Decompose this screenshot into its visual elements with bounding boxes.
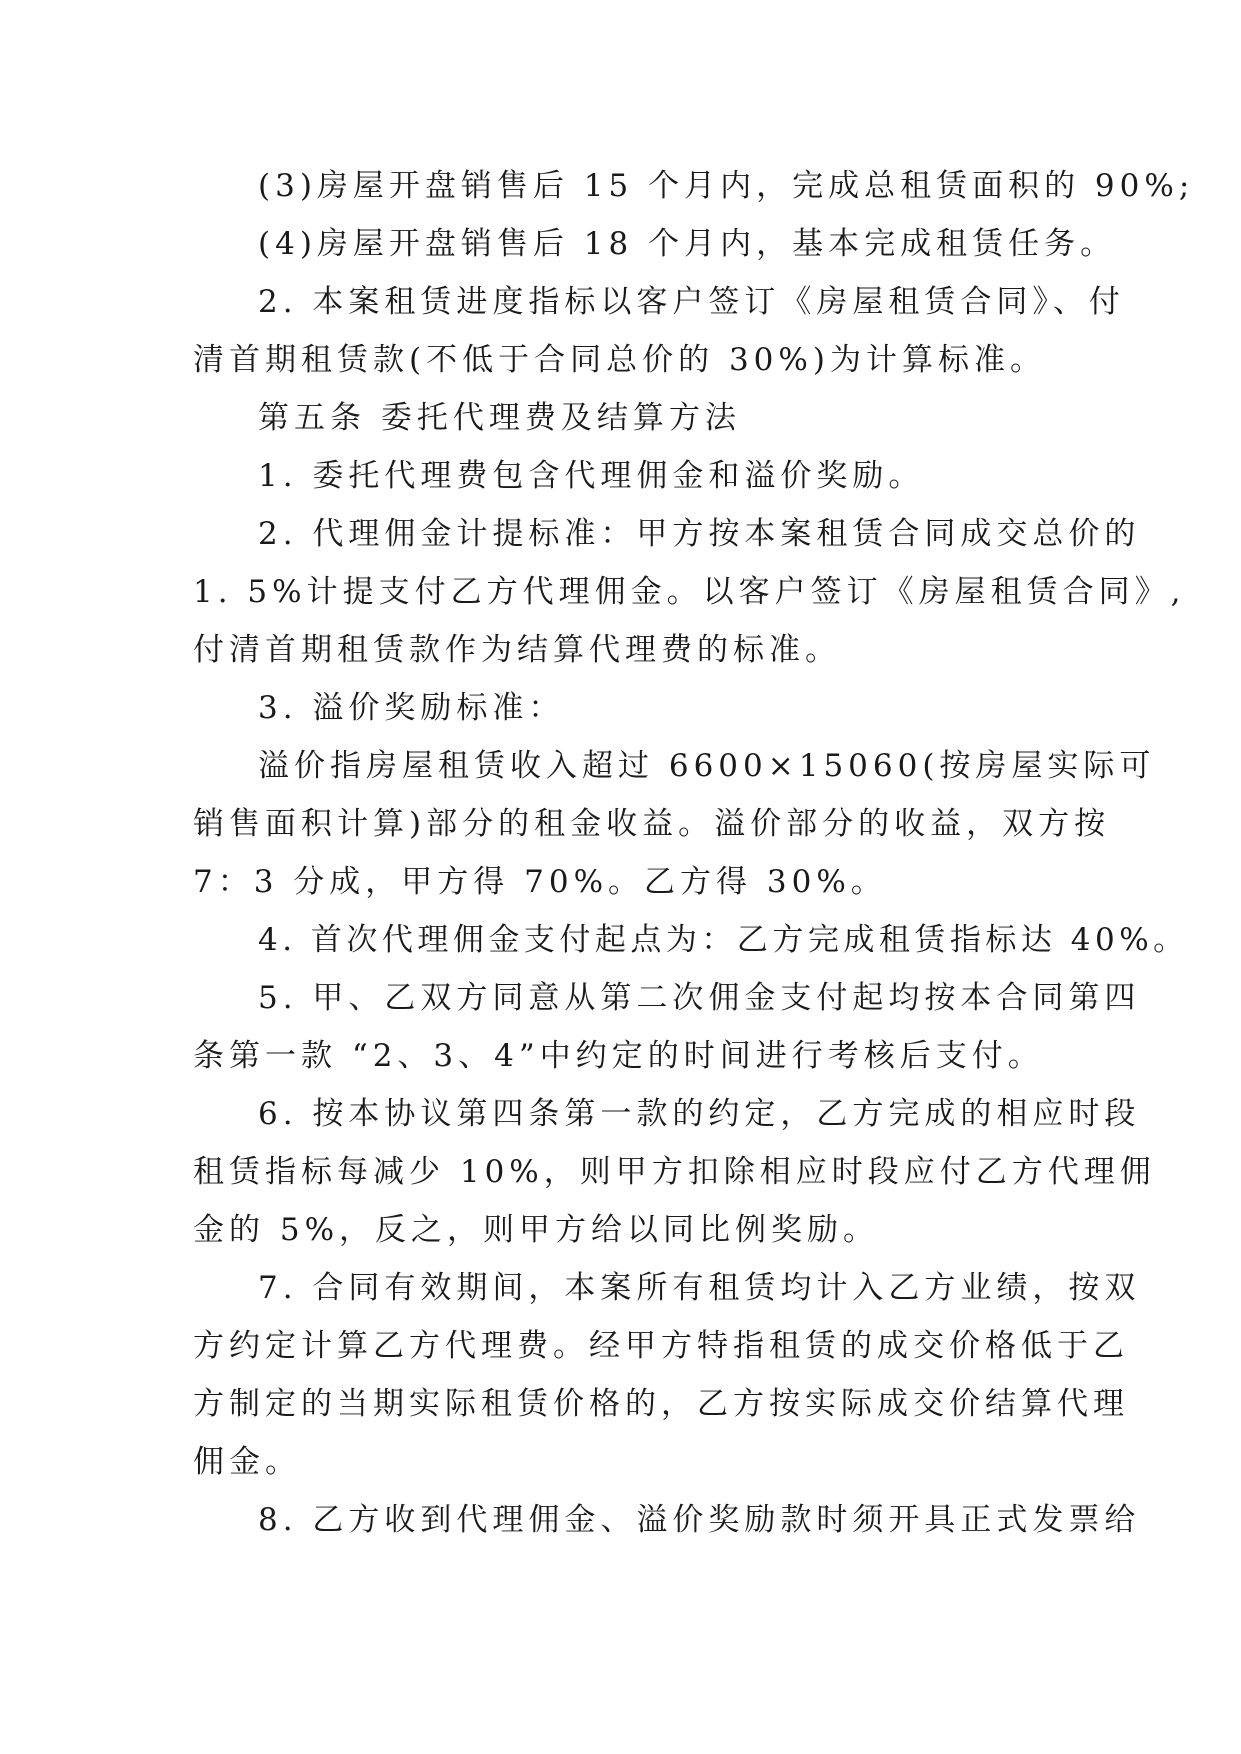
line-text: 方约定计算乙方代理费。经甲方特指租赁的成交价格低于乙 <box>193 1328 1129 1364</box>
line-text: 销售面积计算)部分的租金收益。溢价部分的收益，双方按 <box>193 806 1111 842</box>
line-text: 租赁指标每减少 10%，则甲方扣除相应时段应付乙方代理佣 <box>193 1154 1156 1190</box>
text-line <box>0 273 1241 331</box>
text-line <box>0 1375 1241 1433</box>
text-line <box>0 447 1241 505</box>
section-heading <box>0 389 1241 447</box>
line-text: 清首期租赁款(不低于合同总价的 30%)为计算标准。 <box>193 342 1046 378</box>
line-text: 8. 乙方收到代理佣金、溢价奖励款时须开具正式发票给 <box>258 1502 1141 1538</box>
line-text: (3)房屋开盘销售后 15 个月内，完成总租赁面积的 90%; <box>258 168 1195 204</box>
line-text: 溢价指房屋租赁收入超过 6600×15060(按房屋实际可 <box>258 748 1156 784</box>
text-line <box>0 1027 1241 1085</box>
text-line <box>0 1491 1241 1549</box>
line-text: 2. 本案租赁进度指标以客户签订《房屋租赁合同》、付 <box>258 284 1125 320</box>
line-text: (4)房屋开盘销售后 18 个月内，基本完成租赁任务。 <box>258 226 1117 262</box>
text-line <box>0 1143 1241 1201</box>
line-text: 6. 按本协议第四条第一款的约定，乙方完成的相应时段 <box>258 1096 1141 1132</box>
text-line <box>0 1433 1241 1491</box>
text-line <box>0 1085 1241 1143</box>
line-text: 付清首期租赁款作为结算代理费的标准。 <box>193 632 841 668</box>
line-text: 5. 甲、乙双方同意从第二次佣金支付起均按本合同第四 <box>258 980 1141 1016</box>
line-text: 7：3 分成，甲方得 70%。乙方得 30%。 <box>193 864 887 900</box>
line-text: 3. 溢价奖励标准： <box>258 690 565 726</box>
text-line <box>0 795 1241 853</box>
text-line <box>0 1317 1241 1375</box>
text-line <box>0 1259 1241 1317</box>
text-line <box>0 969 1241 1027</box>
text-line <box>0 215 1241 273</box>
text-line <box>0 505 1241 563</box>
text-line <box>0 679 1241 737</box>
line-text: 方制定的当期实际租赁价格的，乙方按实际成交价结算代理 <box>193 1386 1129 1422</box>
line-text: 1. 委托代理费包含代理佣金和溢价奖励。 <box>258 458 925 494</box>
line-text: 条第一款 “2、3、4”中约定的时间进行考核后支付。 <box>193 1038 1044 1074</box>
text-line <box>0 331 1241 389</box>
line-text: 4. 首次代理佣金支付起点为：乙方完成租赁指标达 40%。 <box>258 922 1189 958</box>
text-line <box>0 157 1241 215</box>
text-line <box>0 621 1241 679</box>
text-line <box>0 563 1241 621</box>
line-text: 金的 5%，反之，则甲方给以同比例奖励。 <box>193 1212 880 1248</box>
line-text: 2. 代理佣金计提标准：甲方按本案租赁合同成交总价的 <box>258 516 1141 552</box>
line-text: 1. 5%计提支付乙方代理佣金。以客户签订《房屋租赁合同》, <box>193 574 1186 610</box>
line-text: 7. 合同有效期间，本案所有租赁均计入乙方业绩，按双 <box>258 1270 1141 1306</box>
text-line <box>0 853 1241 911</box>
line-text: 第五条 委托代理费及结算方法 <box>258 400 741 436</box>
text-line <box>0 1201 1241 1259</box>
text-line <box>0 737 1241 795</box>
text-line <box>0 911 1241 969</box>
line-text: 佣金。 <box>193 1444 301 1480</box>
